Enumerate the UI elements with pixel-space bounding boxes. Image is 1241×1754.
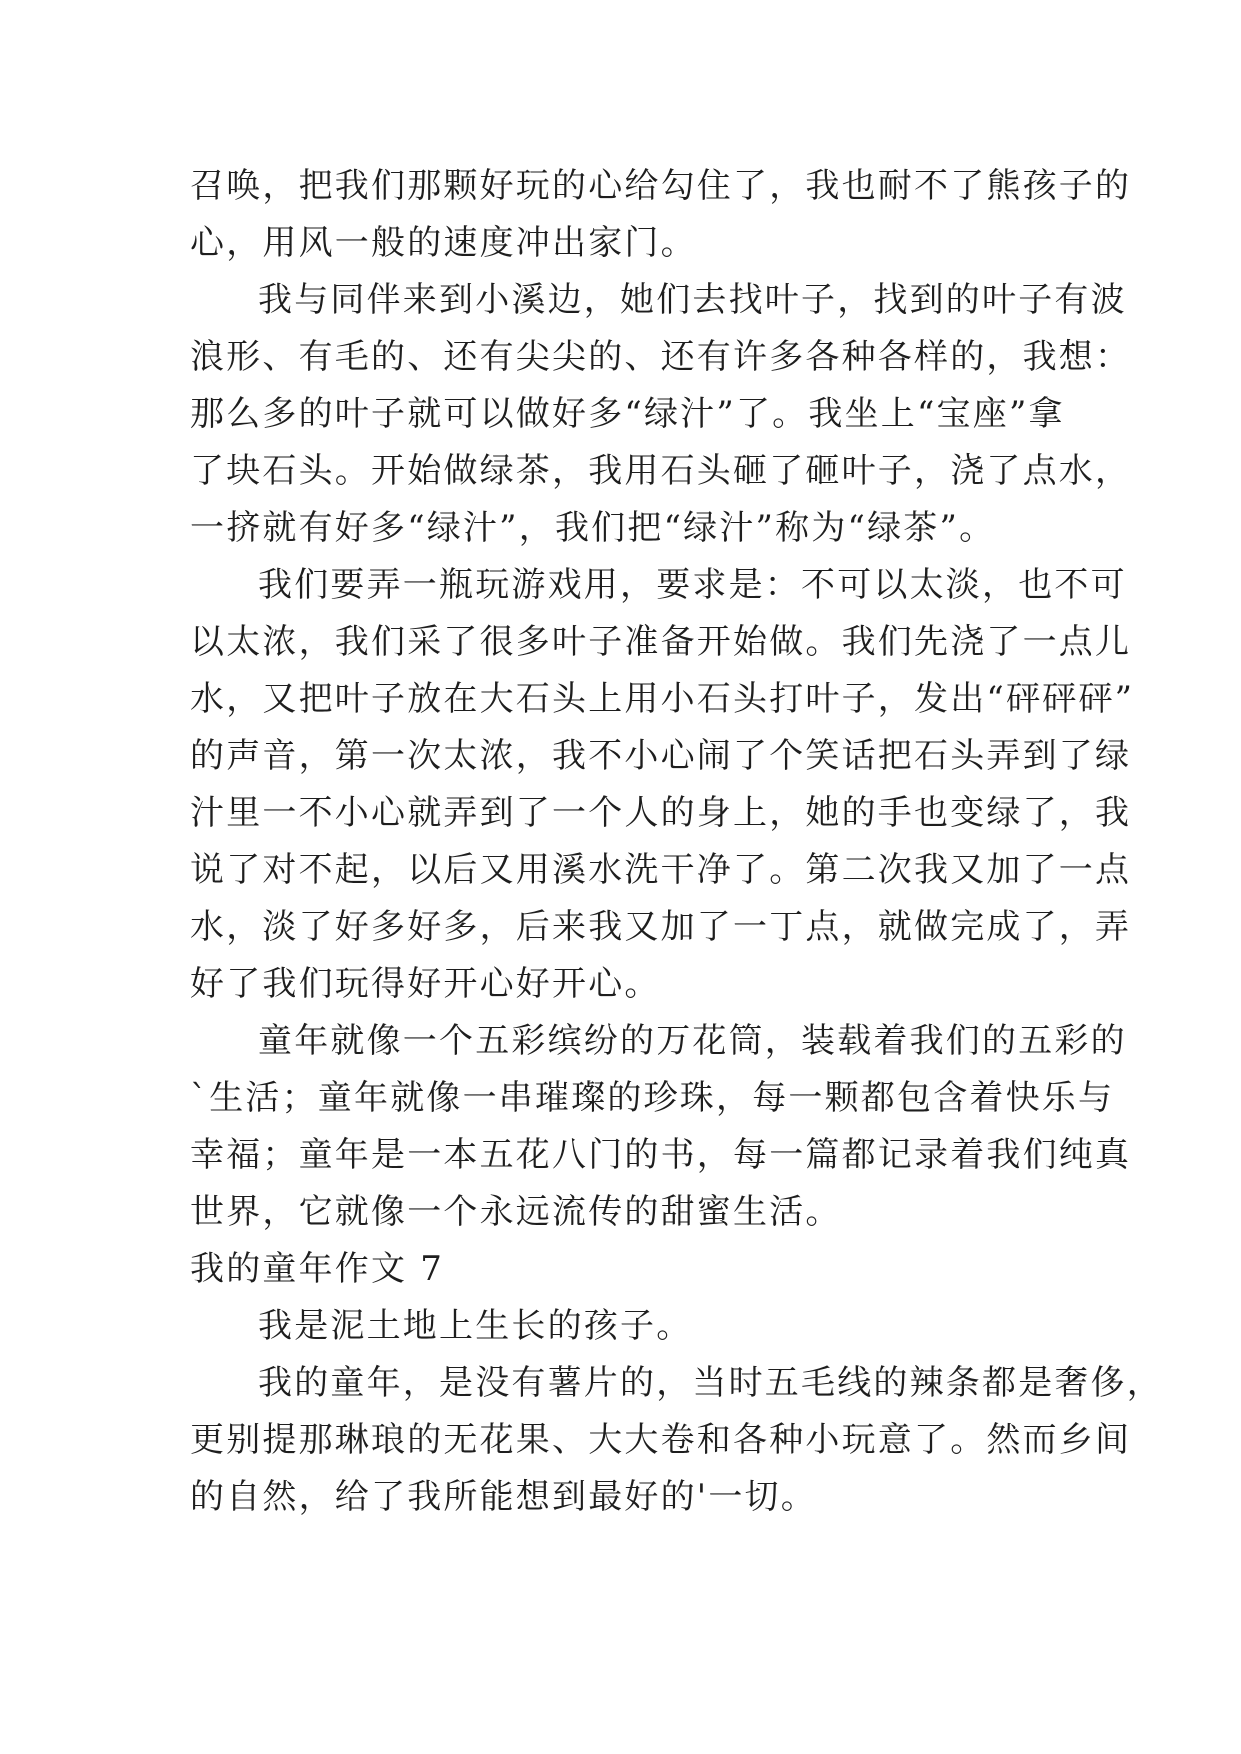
section-heading: 我的童年作文 7: [190, 1249, 445, 1289]
text-line: 说了对不起，以后又用溪水洗干净了。第二次我又加了一点: [190, 850, 1132, 890]
text-line: `生活；童年就像一串璀璨的珍珠，每一颗都包含着快乐与: [190, 1078, 1115, 1118]
text-line: 更别提那琳琅的无花果、大大卷和各种小玩意了。然而乡间: [190, 1420, 1132, 1460]
text-line: 水，又把叶子放在大石头上用小石头打叶子，发出“砰砰砰”: [190, 679, 1135, 719]
text-line: 一挤就有好多“绿汁”，我们把“绿汁”称为“绿茶”。: [190, 508, 996, 548]
text-line: 世界，它就像一个永远流传的甜蜜生活。: [190, 1192, 842, 1232]
paragraph-start-line: 童年就像一个五彩缤纷的万花筒，装载着我们的五彩的: [258, 1021, 1127, 1061]
text-line: 幸福；童年是一本五花八门的书，每一篇都记录着我们纯真: [190, 1135, 1132, 1175]
paragraph-start-line: 我的童年，是没有薯片的，当时五毛线的辣条都是奢侈，: [258, 1363, 1163, 1403]
text-line: 好了我们玩得好开心好开心。: [190, 964, 661, 1004]
text-line: 汁里一不小心就弄到了一个人的身上，她的手也变绿了，我: [190, 793, 1132, 833]
text-line: 了块石头。开始做绿茶，我用石头砸了砸叶子，浇了点水，: [190, 451, 1132, 491]
paragraph-start-line: 我与同伴来到小溪边，她们去找叶子，找到的叶子有波: [258, 280, 1127, 320]
text-line: 心，用风一般的速度冲出家门。: [190, 223, 697, 263]
text-line: 的自然，给了我所能想到最好的'一切。: [190, 1477, 817, 1517]
paragraph-start-line: 我们要弄一瓶玩游戏用，要求是：不可以太淡，也不可: [258, 565, 1127, 605]
text-line: 的声音，第一次太浓，我不小心闹了个笑话把石头弄到了绿: [190, 736, 1132, 776]
text-line: 以太浓，我们采了很多叶子准备开始做。我们先浇了一点儿: [190, 622, 1132, 662]
text-line: 召唤，把我们那颗好玩的心给勾住了，我也耐不了熊孩子的: [190, 166, 1132, 206]
text-line: 水，淡了好多好多，后来我又加了一丁点，就做完成了，弄: [190, 907, 1132, 947]
text-line: 浪形、有毛的、还有尖尖的、还有许多各种各样的，我想：: [190, 337, 1132, 377]
paragraph-start-line: 我是泥土地上生长的孩子。: [258, 1306, 693, 1346]
document-body: [190, 158, 1163, 1526]
text-line: 那么多的叶子就可以做好多“绿汁”了。我坐上“宝座”拿: [190, 394, 1065, 434]
